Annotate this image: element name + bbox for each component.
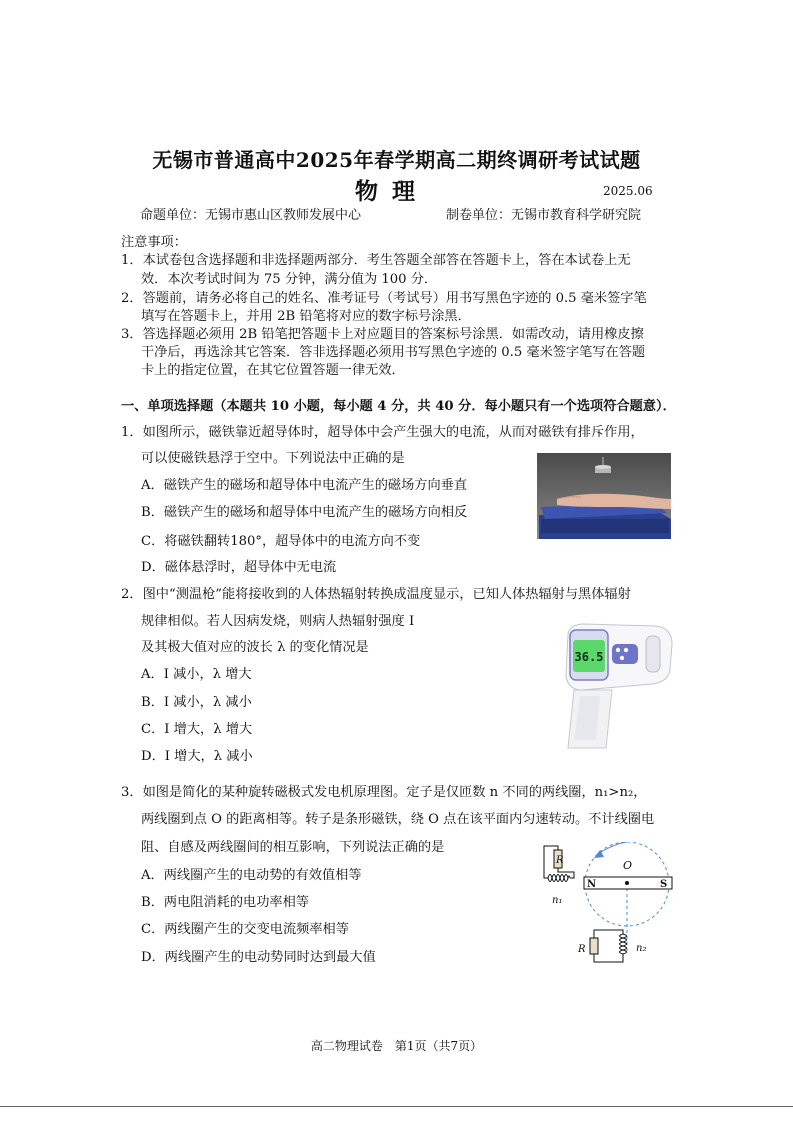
question-2-stem: 及其极大值对应的波长 λ 的变化情况是 (141, 640, 369, 655)
question-3-stem: 阻、自感及两线圈间的相互影响，下列说法正确的是 (141, 840, 445, 855)
setter-unit: 命题单位：无锡市惠山区教师发展中心 (140, 208, 362, 223)
page-bottom-rule (0, 1106, 793, 1107)
notice-line: 3．答选择题必须用 2B 铅笔把答题卡上对应题目的答案标号涂黑．如需改动，请用橡皮擦 (121, 327, 644, 342)
magnet-n-pole: N (587, 879, 597, 890)
question-2-option-b: B．I 减小，λ 减小 (141, 695, 252, 710)
notice-line: 效．本次考试时间为 75 分钟，满分值为 100 分． (141, 272, 438, 287)
question-2-stem: 规律相似。若人因病发烧，则病人热辐射强度 I (141, 614, 415, 629)
center-o-label: O (623, 859, 633, 872)
display-reading: 36.5 (574, 650, 604, 664)
question-3-option-a: A．两线圈产生的电动势的有效值相等 (141, 868, 362, 883)
notice-line: 1．本试卷包含选择题和非选择题两部分．考生答题全部答在答题卡上，答在本试卷上无 (121, 253, 631, 268)
superconductor-photo (537, 453, 671, 539)
generator-diagram (528, 842, 688, 970)
question-2-option-c: C．I 增大，λ 增大 (141, 722, 253, 737)
question-1-option-d: D．磁体悬浮时，超导体中无电流 (141, 560, 337, 575)
section-heading: 一、单项选择题（本题共 10 小题，每小题 4 分，共 40 分．每小题只有一个选项符合题意）． (121, 399, 676, 414)
coil-n1-label: n₁ (552, 895, 563, 906)
notice-heading: 注意事项： (121, 235, 187, 250)
resistor-left-label: R (578, 944, 586, 955)
question-1-option-a: A．磁铁产生的磁场和超导体中电流产生的磁场方向垂直 (141, 478, 468, 493)
question-3-stem: 3．如图是简化的某种旋转磁极式发电机原理图。定子是仅匝数 n 不同的两线圈，n₁>n₂， (121, 785, 647, 800)
question-3-option-d: D．两线圈产生的电动势同时达到最大值 (141, 950, 376, 965)
question-2-option-a: A．I 减小，λ 增大 (141, 667, 252, 682)
page-footer: 高二物理试卷 第1页（共7页） (310, 1039, 483, 1053)
notice-line: 干净后，再选涂其它答案．答非选择题必须用书写黑色字迹的 0.5 毫米签字笔写在答题 (141, 345, 646, 360)
question-3-option-c: C．两线圈产生的交变电流频率相等 (141, 922, 349, 937)
exam-title: 无锡市普通高中2025年春学期高二期终调研考试试题 (152, 148, 641, 172)
thermometer-gun-photo (560, 620, 675, 750)
notice-line: 2．答题前，请务必将自己的姓名、准考证号（考试号）用书写黑色字迹的 0.5 毫米签字笔 (121, 291, 647, 306)
magnet-s-pole: S (660, 879, 668, 890)
resistor-top-label: R (556, 855, 564, 866)
question-2-stem: 2．图中“测温枪”能将接收到的人体热辐射转换成温度显示，已知人体热辐射与黑体辐射 (121, 587, 631, 602)
notice-line: 填写在答题卡上，并用 2B 铅笔将对应的数字标号涂黑． (141, 309, 471, 324)
exam-date: 2025.06 (603, 184, 653, 198)
question-3-stem: 两线圈到点 O 的距离相等。转子是条形磁铁，绕 O 点在该平面内匀速转动。不计线圈电 (141, 812, 655, 827)
coil-n2-label: n₂ (636, 943, 647, 954)
notice-line: 卡上的指定位置，在其它位置答题一律无效． (141, 363, 405, 378)
question-2-option-d: D．I 增大，λ 减小 (141, 749, 253, 764)
question-1-option-c: C．将磁铁翻转180°，超导体中的电流方向不变 (141, 534, 421, 549)
question-1-stem: 可以使磁铁悬浮于空中。下列说法中正确的是 (141, 451, 405, 466)
producer-unit: 制卷单位：无锡市教育科学研究院 (446, 208, 642, 223)
question-1-stem: 1．如图所示，磁铁靠近超导体时，超导体中会产生强大的电流，从而对磁铁有排斥作用， (121, 425, 644, 440)
question-1-option-b: B．磁铁产生的磁场和超导体中电流产生的磁场方向相反 (141, 505, 468, 520)
question-3-option-b: B．两电阻消耗的电功率相等 (141, 895, 309, 910)
subject-title: 物理 (355, 178, 429, 205)
